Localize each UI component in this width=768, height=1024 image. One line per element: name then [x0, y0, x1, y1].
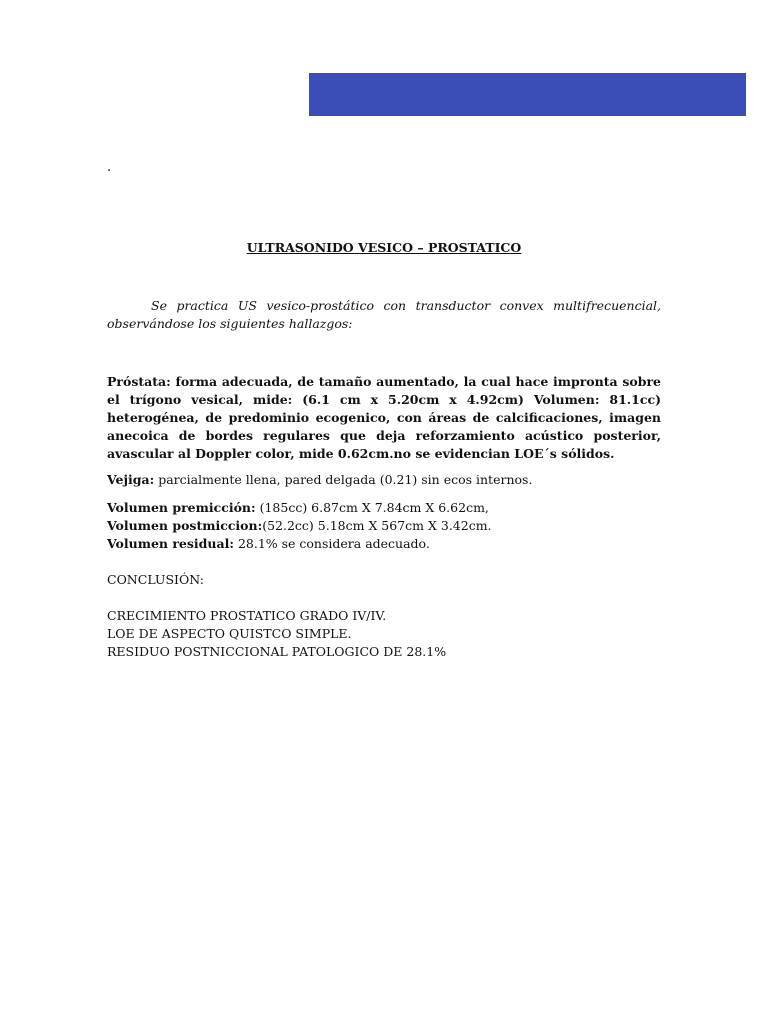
volume-label: Volumen residual:	[107, 536, 234, 551]
conclusion-heading: CONCLUSIÓN:	[107, 572, 204, 587]
stray-dot: .	[107, 160, 112, 175]
vejiga-paragraph	[107, 471, 661, 489]
intro-paragraph	[107, 297, 661, 333]
volume-line	[107, 499, 661, 517]
volume-line	[107, 535, 661, 553]
volume-value: (52.2cc) 5.18cm X 567cm X 3.42cm.	[262, 518, 492, 533]
volume-line	[107, 517, 661, 535]
header-banner	[309, 73, 746, 116]
prostata-label: Próstata:	[107, 374, 171, 389]
prostata-paragraph	[107, 373, 661, 463]
volume-value: (185cc) 6.87cm X 7.84cm X 6.62cm,	[255, 500, 489, 515]
vejiga-text: parcialmente llena, pared delgada (0.21) sin ecos internos.	[154, 472, 533, 487]
conclusion-item: RESIDUO POSTNICCIONAL PATOLOGICO DE 28.1%	[107, 644, 447, 659]
intro-text: Se practica US vesico-prostático con transductor convex multifrecuencial, observándose los siguientes hallazgos:	[107, 298, 661, 331]
volumes-block	[107, 499, 661, 553]
prostata-text: forma adecuada, de tamaño aumentado, la cual hace impronta sobre el trígono vesical, mide: (6.1 cm x 5.20cm x 4.92cm) Volumen: 81.1cc) heterogénea, de predominio ecogenico, con áreas de calcificaciones, imagen anecoica de bordes regulares que deja reforzamiento acústico posterior, avascular al Doppler color, mide 0.62cm.no se evidencian LOE´s sólidos.	[107, 374, 661, 461]
volume-label: Volumen premicción:	[107, 500, 256, 515]
volume-value: 28.1% se considera adecuado.	[233, 536, 430, 551]
conclusion-item: LOE DE ASPECTO QUISTCO SIMPLE.	[107, 626, 352, 641]
conclusion-item: CRECIMIENTO PROSTATICO GRADO IV/IV.	[107, 608, 387, 623]
conclusion-list	[107, 607, 661, 661]
volume-label: Volumen postmiccion:	[107, 518, 263, 533]
vejiga-label: Vejiga:	[107, 472, 155, 487]
report-title: ULTRASONIDO VESICO – PROSTATICO	[246, 240, 522, 255]
